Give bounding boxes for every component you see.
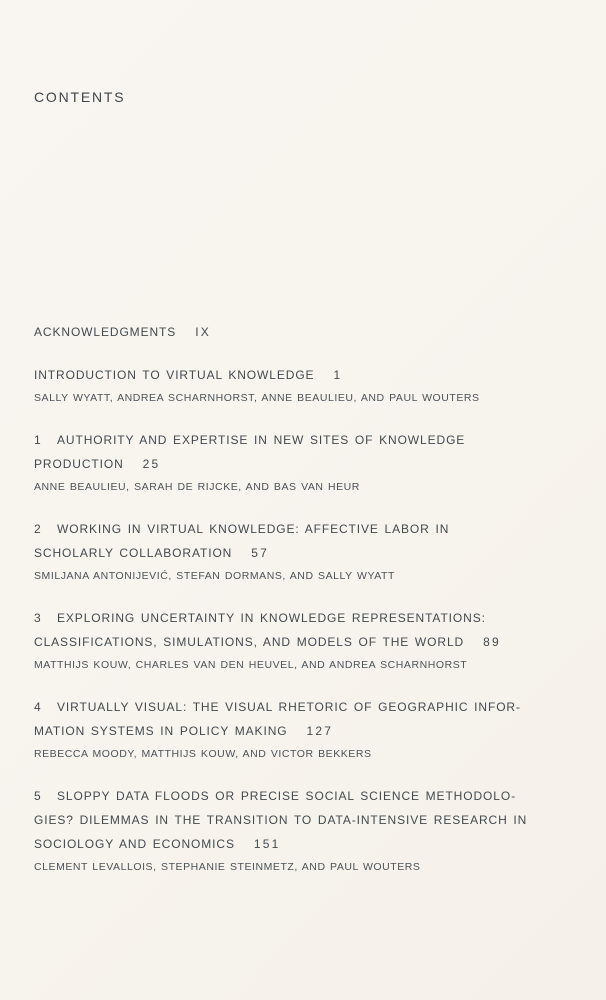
entry-authors: SMILJANA ANTONIJEVIĆ, STEFAN DORMANS, AND SALLY WYATT	[34, 570, 395, 582]
entry-title-line	[34, 541, 574, 565]
page-number: 57	[251, 546, 270, 560]
chapter-number: 4	[34, 700, 42, 714]
entry-authors: CLEMENT LEVALLOIS, STEPHANIE STEINMETZ, AND PAUL WOUTERS	[34, 861, 421, 873]
entry-title: WORKING IN VIRTUAL KNOWLEDGE: AFFECTIVE LABOR IN	[57, 522, 450, 536]
entry-title-line	[34, 630, 574, 654]
entry-title-line	[34, 320, 574, 344]
entry-title-line	[34, 363, 574, 387]
toc-entry-chapter-1	[34, 428, 574, 498]
entry-title-line	[34, 832, 574, 856]
entry-title-line	[34, 606, 574, 630]
entry-title-line	[34, 808, 574, 832]
chapter-number: 3	[34, 611, 42, 625]
page-number: 127	[306, 724, 334, 738]
page-title: CONTENTS	[34, 89, 126, 105]
chapter-number: 1	[34, 433, 42, 447]
entry-title: SOCIOLOGY AND ECONOMICS	[34, 837, 235, 851]
page-number: IX	[195, 325, 211, 339]
entry-title: AUTHORITY AND EXPERTISE IN NEW SITES OF KNOWLEDGE	[57, 433, 466, 447]
page-number: 89	[483, 635, 501, 649]
entry-title: GIES? DILEMMAS IN THE TRANSITION TO DATA-INTENSIVE RESEARCH IN	[34, 813, 528, 827]
toc-entry-chapter-5	[34, 784, 574, 878]
toc-entry-chapter-4	[34, 695, 574, 765]
entry-title-line	[34, 784, 574, 808]
entry-title: ACKNOWLEDGMENTS	[34, 325, 177, 339]
entry-title-line	[34, 517, 574, 541]
table-of-contents	[34, 320, 574, 878]
entry-authors: REBECCA MOODY, MATTHIJS KOUW, AND VICTOR BEKKERS	[34, 748, 372, 760]
entry-title: VIRTUALLY VISUAL: THE VISUAL RHETORIC OF GEOGRAPHIC INFOR-	[57, 700, 521, 714]
entry-title: SLOPPY DATA FLOODS OR PRECISE SOCIAL SCIENCE METHODOLO-	[57, 789, 516, 803]
entry-title: SCHOLARLY COLLABORATION	[34, 546, 233, 560]
toc-entry-acknowledgments	[34, 320, 574, 344]
chapter-number: 5	[34, 789, 42, 803]
entry-title: CLASSIFICATIONS, SIMULATIONS, AND MODELS OF THE WORLD	[34, 635, 465, 649]
page-number: 25	[142, 457, 161, 471]
entry-title-line	[34, 719, 574, 743]
entry-title: PRODUCTION	[34, 457, 124, 471]
entry-title: MATION SYSTEMS IN POLICY MAKING	[34, 724, 288, 738]
toc-entry-chapter-3	[34, 606, 574, 676]
page-number: 151	[253, 837, 281, 851]
entry-title: EXPLORING UNCERTAINTY IN KNOWLEDGE REPRESENTATIONS:	[57, 611, 486, 625]
page-number: 1	[333, 368, 343, 382]
toc-entry-introduction	[34, 363, 574, 409]
entry-authors: MATTHIJS KOUW, CHARLES VAN DEN HEUVEL, AND ANDREA SCHARNHORST	[34, 659, 468, 671]
entry-title-line	[34, 452, 574, 476]
entry-title-line	[34, 695, 574, 719]
entry-authors: SALLY WYATT, ANDREA SCHARNHORST, ANNE BEAULIEU, AND PAUL WOUTERS	[34, 392, 480, 404]
chapter-number: 2	[34, 522, 42, 536]
entry-title-line	[34, 428, 574, 452]
entry-authors: ANNE BEAULIEU, SARAH DE RIJCKE, AND BAS VAN HEUR	[34, 481, 360, 493]
toc-entry-chapter-2	[34, 517, 574, 587]
entry-title: INTRODUCTION TO VIRTUAL KNOWLEDGE	[34, 368, 315, 382]
